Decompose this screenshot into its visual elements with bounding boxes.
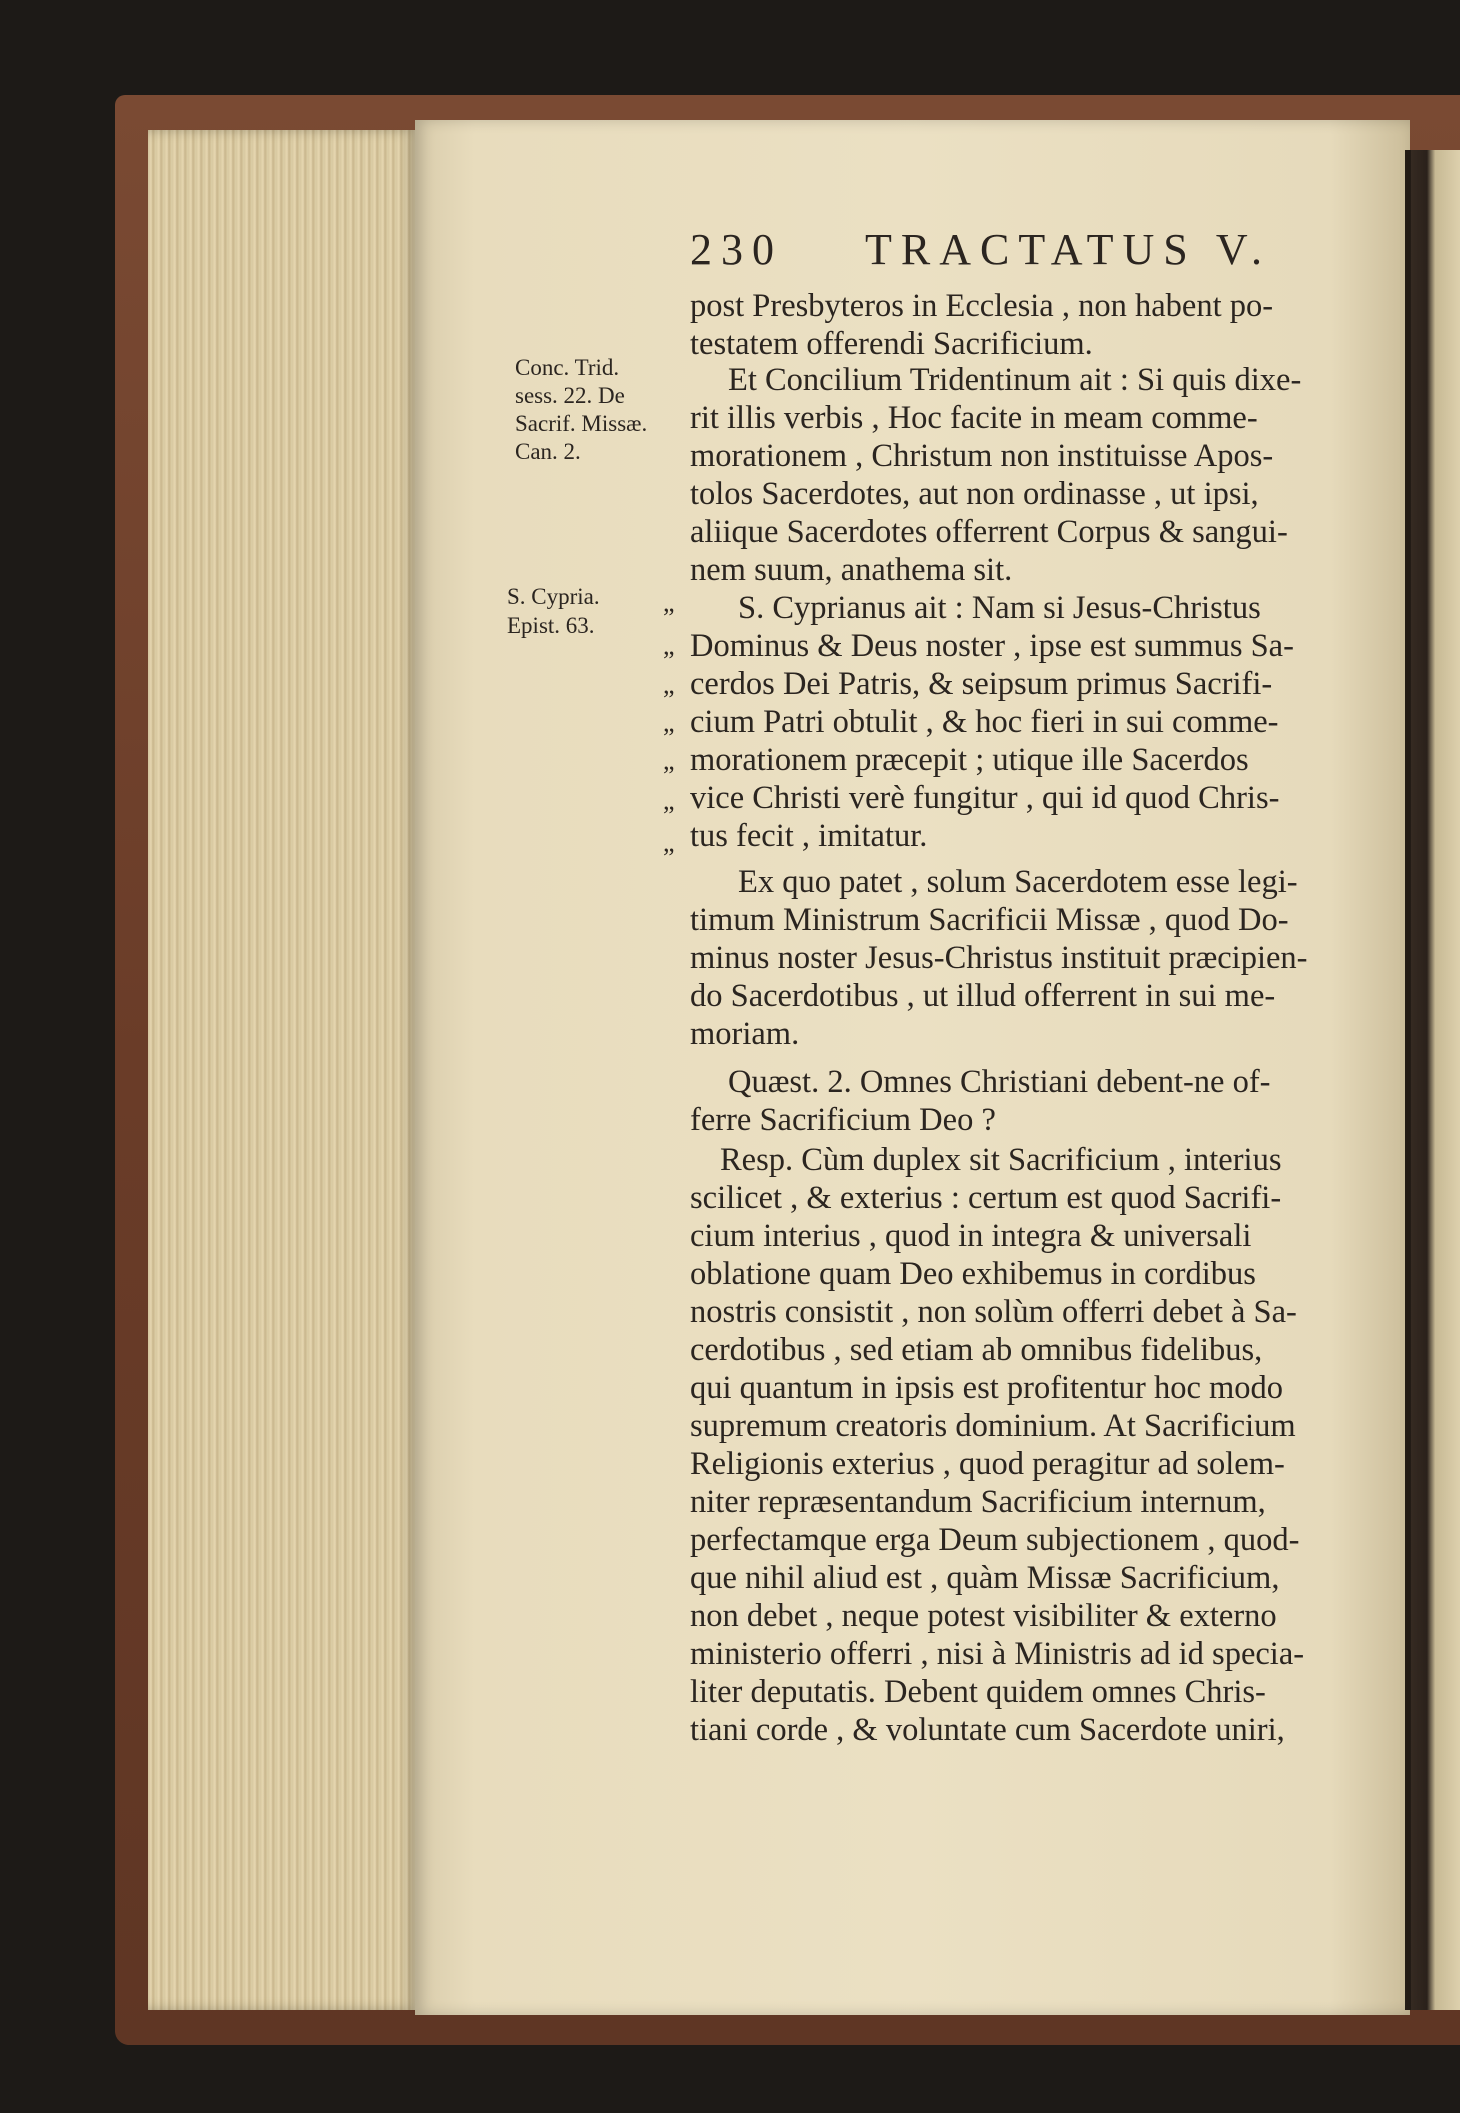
- body-line: aliique Sacerdotes offerrent Corpus & sangui-: [690, 514, 1288, 550]
- margin-note-line: S. Cypria.: [507, 584, 600, 609]
- body-line: supremum creatoris dominium. At Sacrificium: [690, 1408, 1296, 1444]
- body-line: cium interius , quod in integra & universali: [690, 1218, 1252, 1254]
- body-line: que nihil aliud est , quàm Missæ Sacrificium,: [690, 1560, 1280, 1596]
- body-line: Et Concilium Tridentinum ait : Si quis dixe-: [728, 362, 1302, 398]
- margin-note-line: Sacrif. Missæ.: [515, 411, 648, 436]
- body-line: testatem offerendi Sacrificium.: [690, 326, 1093, 362]
- page-number: 230: [690, 225, 783, 274]
- body-line: do Sacerdotibus , ut illud offerrent in sui me-: [690, 978, 1276, 1014]
- body-line: tolos Sacerdotes, aut non ordinasse , ut ipsi,: [690, 476, 1259, 512]
- body-line: morationem præcepit ; utique ille Sacerdos: [690, 742, 1249, 778]
- margin-note-line: sess. 22. De: [515, 383, 625, 408]
- body-line: tiani corde , & voluntate cum Sacerdote uniri,: [690, 1712, 1285, 1748]
- page-edges: [148, 130, 418, 2010]
- body-line: ministerio offerri , nisi à Ministris ad id specia-: [690, 1636, 1305, 1672]
- quote-mark: „: [663, 588, 675, 617]
- margin-note-line: Can. 2.: [515, 439, 581, 464]
- quote-mark: „: [663, 631, 675, 660]
- body-line: non debet , neque potest visibiliter & externo: [690, 1598, 1277, 1634]
- body-line: Religionis exterius , quod peragitur ad solem-: [690, 1446, 1285, 1482]
- body-line: rit illis verbis , Hoc facite in meam comme-: [690, 400, 1258, 436]
- body-line: cium Patri obtulit , & hoc fieri in sui comme-: [690, 704, 1279, 740]
- quote-mark: „: [663, 746, 675, 775]
- body-line: post Presbyteros in Ecclesia , non habent po-: [690, 288, 1274, 324]
- body-line: Resp. Cùm duplex sit Sacrificium , interius: [720, 1142, 1282, 1178]
- margin-note-line: Epist. 63.: [507, 613, 595, 638]
- body-line: Ex quo patet , solum Sacerdotem esse legi-: [738, 864, 1298, 900]
- body-line: Dominus & Deus noster , ipse est summus Sa-: [690, 628, 1294, 664]
- body-line: nostris consistit , non solùm offerri debet à Sa-: [690, 1294, 1297, 1330]
- body-line: qui quantum in ipsis est profitentur hoc modo: [690, 1370, 1284, 1406]
- quote-mark: „: [663, 786, 675, 815]
- body-line: niter repræsentandum Sacrificium internum,: [690, 1484, 1266, 1520]
- body-line: Quæst. 2. Omnes Christiani debent-ne of-: [728, 1064, 1271, 1100]
- body-line: ferre Sacrificium Deo ?: [690, 1102, 996, 1138]
- quote-mark: „: [663, 670, 675, 699]
- body-line: timum Ministrum Sacrificii Missæ , quod Do-: [690, 902, 1289, 938]
- body-line: nem suum, anathema sit.: [690, 552, 1013, 588]
- body-line: moriam.: [690, 1016, 800, 1052]
- body-line: oblatione quam Deo exhibemus in cordibus: [690, 1256, 1256, 1292]
- book-gutter: [1405, 150, 1460, 2010]
- body-line: minus noster Jesus-Christus instituit præcipien-: [690, 940, 1308, 976]
- body-line: cerdotibus , sed etiam ab omnibus fidelibus,: [690, 1332, 1263, 1368]
- body-line: scilicet , & exterius : certum est quod Sacrifi-: [690, 1180, 1282, 1216]
- body-line: tus fecit , imitatur.: [690, 818, 928, 854]
- body-line: cerdos Dei Patris, & seipsum primus Sacrifi-: [690, 666, 1273, 702]
- quote-mark: „: [663, 828, 675, 857]
- body-line: vice Christi verè fungitur , qui id quod Chris-: [690, 780, 1280, 816]
- quote-mark: „: [663, 708, 675, 737]
- body-line: perfectamque erga Deum subjectionem , quod-: [690, 1522, 1300, 1558]
- running-head: TRACTATUS V.: [865, 225, 1272, 274]
- body-line: liter deputatis. Debent quidem omnes Chris-: [690, 1674, 1266, 1710]
- margin-note-line: Conc. Trid.: [515, 355, 620, 380]
- body-line: morationem , Christum non instituisse Apos-: [690, 438, 1274, 474]
- body-line: S. Cyprianus ait : Nam si Jesus-Christus: [738, 590, 1261, 626]
- gutter-shadow: [1405, 150, 1411, 2010]
